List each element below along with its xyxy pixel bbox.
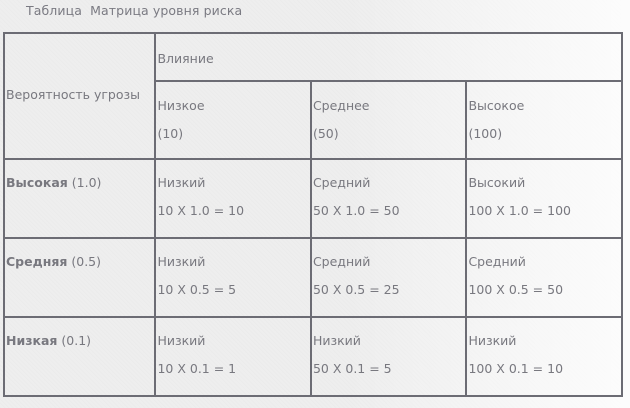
- probability-value: (1.0): [71, 175, 102, 190]
- probability-header: Вероятность угрозы: [6, 86, 141, 102]
- risk-level: Низкий: [157, 333, 206, 348]
- risk-formula: 10 X 0.1 = 1: [157, 361, 237, 376]
- risk-level: Средний: [312, 254, 371, 269]
- probability-cell: [4, 159, 155, 238]
- probability-value: (0.1): [61, 333, 92, 348]
- risk-cell: [155, 159, 311, 238]
- risk-level: Низкий: [157, 254, 206, 269]
- probability-name: Низкая: [6, 333, 58, 348]
- risk-level: Высокий: [468, 175, 526, 190]
- risk-formula: 50 X 0.1 = 5: [312, 361, 392, 376]
- risk-level: Низкий: [468, 333, 517, 348]
- impact-header-cell: [155, 33, 622, 81]
- header-row-impact: [4, 33, 622, 81]
- impact-level-value: (50): [312, 126, 339, 141]
- risk-cell: [155, 238, 311, 317]
- table-row: [4, 159, 622, 238]
- risk-level: Средний: [312, 175, 371, 190]
- risk-formula: 50 X 1.0 = 50: [312, 203, 400, 218]
- risk-level: Низкий: [157, 175, 206, 190]
- risk-cell: [311, 317, 467, 396]
- risk-formula: 50 X 0.5 = 25: [312, 282, 400, 297]
- risk-cell: [466, 159, 622, 238]
- impact-level-high-cell: [466, 81, 622, 159]
- impact-level-name: Высокое: [468, 98, 525, 113]
- risk-cell: [311, 159, 467, 238]
- risk-cell: [311, 238, 467, 317]
- corner-header-cell: [4, 33, 155, 159]
- risk-formula: 100 X 1.0 = 100: [468, 203, 571, 218]
- table-caption: [26, 3, 242, 18]
- caption-label: Таблица: [26, 3, 82, 18]
- caption-title: Матрица уровня риска: [90, 3, 243, 18]
- risk-cell: [466, 238, 622, 317]
- table-row: [4, 317, 622, 396]
- probability-cell: [4, 238, 155, 317]
- impact-level-medium-cell: [311, 81, 467, 159]
- impact-level-low-cell: [155, 81, 311, 159]
- risk-formula: 10 X 0.5 = 5: [157, 282, 237, 297]
- impact-header: Влияние: [157, 51, 214, 66]
- probability-name: Средняя: [6, 254, 68, 269]
- impact-level-value: (100): [468, 126, 503, 141]
- risk-matrix-table: [3, 32, 623, 397]
- impact-level-name: Среднее: [312, 98, 370, 113]
- risk-formula: 10 X 1.0 = 10: [157, 203, 245, 218]
- impact-level-name: Низкое: [157, 98, 205, 113]
- risk-level: Средний: [468, 254, 526, 269]
- probability-value: (0.5): [71, 254, 102, 269]
- risk-formula: 100 X 0.1 = 10: [468, 361, 564, 376]
- risk-cell: [466, 317, 622, 396]
- risk-cell: [155, 317, 311, 396]
- probability-cell: [4, 317, 155, 396]
- risk-level: Низкий: [312, 333, 361, 348]
- impact-level-value: (10): [157, 126, 184, 141]
- risk-formula: 100 X 0.5 = 50: [468, 282, 564, 297]
- probability-name: Высокая: [6, 175, 68, 190]
- table-row: [4, 238, 622, 317]
